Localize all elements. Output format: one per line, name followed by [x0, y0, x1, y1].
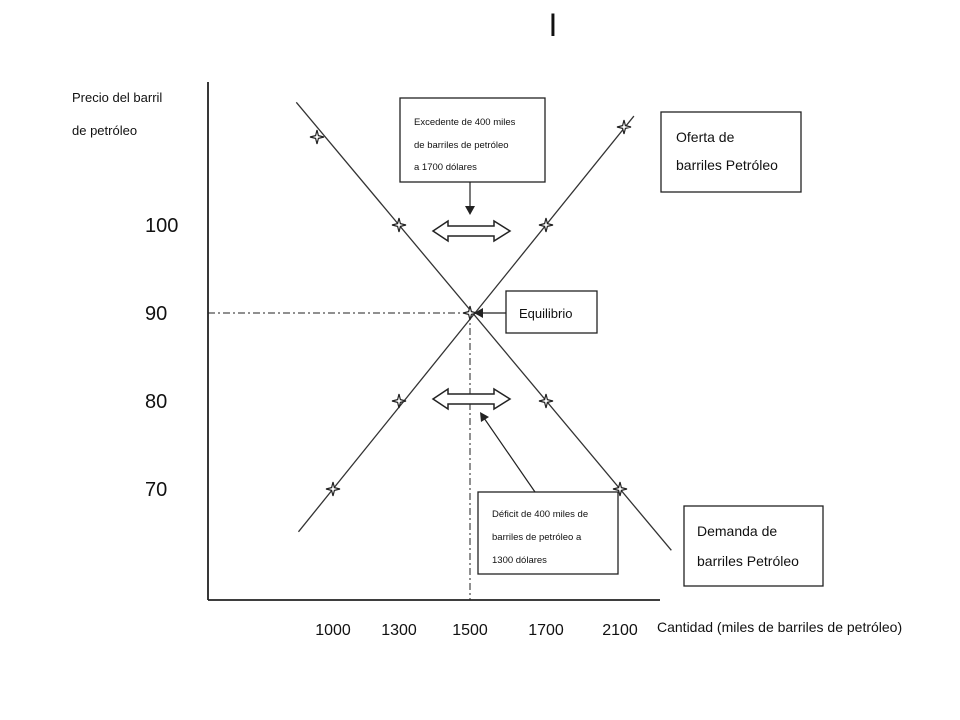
top-mark: I [548, 7, 558, 43]
y-tick-90: 90 [145, 303, 168, 325]
demand-legend-line-2: barriles Petróleo [697, 553, 799, 569]
deficit-line-1: Déficit de 400 miles de [492, 509, 589, 520]
surplus-pointer-arrowhead [465, 206, 475, 215]
y-tick-labels [145, 215, 178, 501]
supply-point-1700 [539, 218, 553, 232]
x-tick-1500: 1500 [452, 622, 488, 639]
surplus-double-arrow [433, 221, 510, 241]
x-axis-label: Cantidad (miles de barriles de petróleo) [657, 619, 903, 635]
supply-point-1300 [392, 394, 406, 408]
supply-legend-line-2: barriles Petróleo [676, 157, 778, 173]
y-tick-80: 80 [145, 391, 168, 413]
deficit-double-arrow [433, 389, 510, 409]
surplus-line-2: de barriles de petróleo [414, 140, 509, 151]
y-tick-70: 70 [145, 479, 168, 501]
x-tick-2100: 2100 [602, 622, 638, 639]
surplus-line-1: Excedente de 400 miles [414, 117, 516, 128]
y-tick-100: 100 [145, 215, 179, 237]
equilibrium-label: Equilibrio [519, 306, 573, 321]
x-tick-1000: 1000 [315, 622, 351, 639]
x-tick-1300: 1300 [381, 622, 417, 639]
demand-legend-line-1: Demanda de [697, 523, 778, 539]
deficit-pointer-arrowhead [480, 412, 489, 422]
demand-legend-box [684, 506, 823, 586]
supply-legend-box [661, 112, 801, 192]
y-axis-label-line-1: Precio del barril [72, 90, 163, 105]
y-axis-label [72, 90, 166, 138]
deficit-line-2: barriles de petróleo a [492, 532, 582, 543]
x-tick-1700: 1700 [528, 622, 564, 639]
deficit-pointer-line [484, 418, 535, 492]
deficit-line-3: 1300 dólares [492, 555, 547, 566]
supply-point-1000 [326, 482, 340, 496]
supply-legend-line-1: Oferta de [676, 129, 735, 145]
x-tick-labels [315, 622, 638, 639]
y-axis-label-line-2: de petróleo [72, 123, 138, 138]
surplus-line-3: a 1700 dólares [414, 162, 477, 173]
